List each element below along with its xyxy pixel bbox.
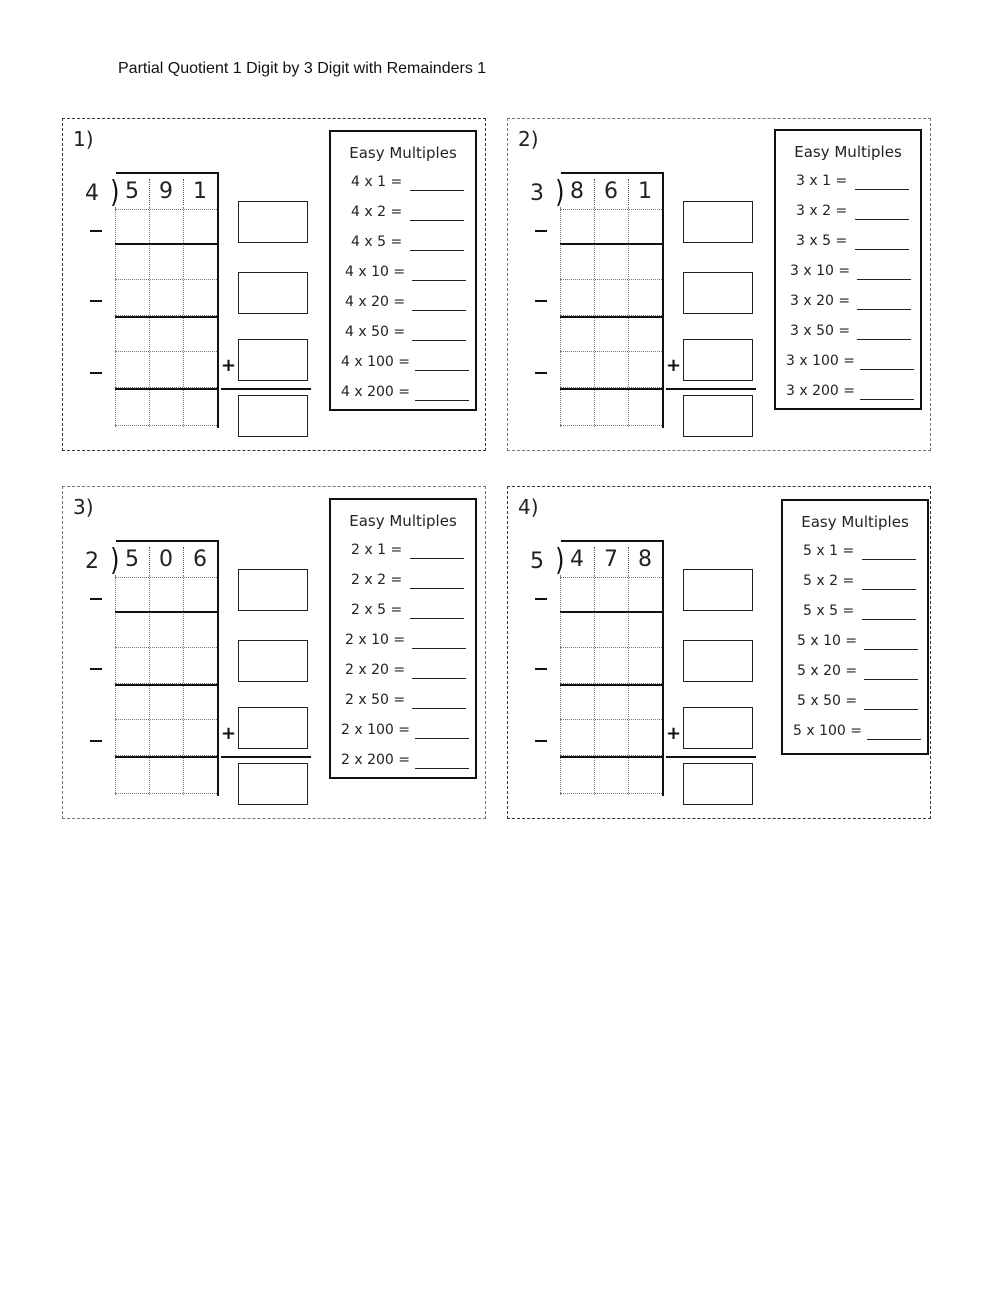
multiple-answer-blank[interactable] bbox=[412, 708, 466, 709]
minus-sign bbox=[535, 740, 547, 742]
minus-sign bbox=[90, 740, 102, 742]
subtraction-line bbox=[115, 388, 219, 390]
multiple-row bbox=[341, 662, 469, 684]
problem-card bbox=[62, 118, 486, 451]
multiple-expression: 2 x 5 = bbox=[351, 602, 403, 618]
multiple-row bbox=[341, 384, 469, 406]
plus-sign: + bbox=[666, 723, 682, 744]
dividend-bar bbox=[116, 172, 219, 174]
minus-sign bbox=[90, 300, 102, 302]
dividend-bar bbox=[561, 540, 664, 542]
dividend-digit: 6 bbox=[604, 179, 618, 204]
subtraction-line bbox=[560, 316, 664, 318]
page-title: Partial Quotient 1 Digit by 3 Digit with Remainders 1 bbox=[118, 60, 487, 77]
subtraction-line bbox=[115, 756, 219, 758]
multiple-answer-blank[interactable] bbox=[410, 618, 464, 619]
grid-row-line bbox=[560, 351, 662, 352]
multiple-expression: 5 x 2 = bbox=[803, 573, 855, 589]
multiple-expression: 4 x 10 = bbox=[345, 264, 406, 280]
multiple-row bbox=[793, 723, 921, 745]
subtraction-line bbox=[560, 243, 664, 245]
grid-row-line bbox=[560, 279, 662, 280]
division-bracket: ) bbox=[110, 543, 120, 578]
divisor: 3 bbox=[530, 181, 544, 206]
partial-quotient-box-1[interactable] bbox=[683, 569, 753, 611]
division-bracket: ) bbox=[110, 175, 120, 210]
dividend-digit: 1 bbox=[638, 179, 652, 204]
dividend-digit: 8 bbox=[638, 547, 652, 572]
multiple-row bbox=[341, 572, 469, 594]
partial-quotient-box-1[interactable] bbox=[238, 201, 308, 243]
minus-sign bbox=[535, 598, 547, 600]
digit-separator bbox=[149, 179, 150, 205]
easy-multiples-title: Easy Multiples bbox=[349, 512, 457, 530]
multiple-expression: 2 x 10 = bbox=[345, 632, 406, 648]
problem-card bbox=[507, 118, 931, 451]
multiple-answer-blank[interactable] bbox=[855, 219, 909, 220]
multiple-row bbox=[341, 204, 469, 226]
problem-card bbox=[507, 486, 931, 819]
grid-row-line bbox=[560, 793, 662, 794]
division-bracket: ) bbox=[555, 543, 565, 578]
multiple-expression: 3 x 100 = bbox=[786, 353, 855, 369]
multiple-answer-blank[interactable] bbox=[857, 339, 911, 340]
long-division-bar bbox=[662, 540, 664, 796]
digit-separator bbox=[628, 179, 629, 205]
multiple-expression: 5 x 1 = bbox=[803, 543, 855, 559]
multiple-expression: 5 x 5 = bbox=[803, 603, 855, 619]
multiple-row bbox=[341, 294, 469, 316]
multiple-row bbox=[341, 234, 469, 256]
multiple-answer-blank[interactable] bbox=[862, 589, 916, 590]
dividend-digit: 5 bbox=[125, 547, 139, 572]
multiple-row bbox=[786, 293, 914, 315]
multiple-answer-blank[interactable] bbox=[864, 709, 918, 710]
divisor: 5 bbox=[530, 549, 544, 574]
multiple-row bbox=[793, 633, 921, 655]
grid-row-line bbox=[115, 425, 217, 426]
dividend-bar bbox=[561, 172, 664, 174]
easy-multiples-title: Easy Multiples bbox=[794, 143, 902, 161]
grid-row-line bbox=[115, 719, 217, 720]
multiple-row bbox=[786, 173, 914, 195]
quotient-total-box[interactable] bbox=[683, 395, 753, 437]
multiple-expression: 5 x 100 = bbox=[793, 723, 862, 739]
multiple-expression: 3 x 1 = bbox=[796, 173, 848, 189]
long-division-bar bbox=[217, 172, 219, 428]
multiple-row bbox=[793, 603, 921, 625]
quotient-total-box[interactable] bbox=[238, 763, 308, 805]
multiple-expression: 2 x 2 = bbox=[351, 572, 403, 588]
multiple-row bbox=[786, 233, 914, 255]
multiple-row bbox=[793, 573, 921, 595]
multiple-answer-blank[interactable] bbox=[864, 649, 918, 650]
easy-multiples-title: Easy Multiples bbox=[801, 513, 909, 531]
grid-row-line bbox=[560, 425, 662, 426]
easy-multiples-panel bbox=[329, 130, 477, 411]
quotient-total-box[interactable] bbox=[683, 763, 753, 805]
multiple-answer-blank[interactable] bbox=[860, 369, 914, 370]
sum-line bbox=[666, 756, 756, 758]
easy-multiples-panel bbox=[329, 498, 477, 779]
multiple-row bbox=[341, 602, 469, 624]
grid-row-line bbox=[560, 719, 662, 720]
minus-sign bbox=[535, 300, 547, 302]
subtraction-line bbox=[560, 611, 664, 613]
plus-sign: + bbox=[221, 723, 237, 744]
multiple-answer-blank[interactable] bbox=[862, 619, 916, 620]
multiple-answer-blank[interactable] bbox=[412, 648, 466, 649]
partial-quotient-box-2[interactable] bbox=[683, 272, 753, 314]
multiple-row bbox=[793, 543, 921, 565]
multiple-answer-blank[interactable] bbox=[857, 279, 911, 280]
grid-row-line bbox=[115, 647, 217, 648]
multiple-answer-blank[interactable] bbox=[410, 558, 464, 559]
divisor: 2 bbox=[85, 549, 99, 574]
multiple-answer-blank[interactable] bbox=[415, 738, 469, 739]
partial-quotient-box-2[interactable] bbox=[238, 272, 308, 314]
dividend-digit: 6 bbox=[193, 547, 207, 572]
multiple-row bbox=[341, 264, 469, 286]
multiple-expression: 3 x 2 = bbox=[796, 203, 848, 219]
subtraction-line bbox=[115, 243, 219, 245]
multiple-answer-blank[interactable] bbox=[412, 310, 466, 311]
subtraction-line bbox=[115, 611, 219, 613]
multiple-expression: 4 x 5 = bbox=[351, 234, 403, 250]
grid-row-line bbox=[115, 279, 217, 280]
problem-number: 2) bbox=[518, 127, 539, 151]
multiple-row bbox=[786, 383, 914, 405]
multiple-row bbox=[786, 263, 914, 285]
plus-sign: + bbox=[221, 355, 237, 376]
dividend-digit: 5 bbox=[125, 179, 139, 204]
multiple-answer-blank[interactable] bbox=[867, 739, 921, 740]
grid-row-line bbox=[115, 351, 217, 352]
digit-separator bbox=[594, 179, 595, 205]
multiple-row bbox=[341, 174, 469, 196]
problem-number: 4) bbox=[518, 495, 539, 519]
multiple-expression: 4 x 2 = bbox=[351, 204, 403, 220]
division-bracket: ) bbox=[555, 175, 565, 210]
multiple-expression: 3 x 200 = bbox=[786, 383, 855, 399]
quotient-total-box[interactable] bbox=[238, 395, 308, 437]
multiple-expression: 4 x 20 = bbox=[345, 294, 406, 310]
multiple-answer-blank[interactable] bbox=[860, 399, 914, 400]
multiple-answer-blank[interactable] bbox=[410, 220, 464, 221]
multiple-expression: 4 x 1 = bbox=[351, 174, 403, 190]
digit-separator bbox=[594, 547, 595, 573]
minus-sign bbox=[535, 372, 547, 374]
partial-quotient-box-1[interactable] bbox=[683, 201, 753, 243]
grid-row-line bbox=[560, 209, 662, 210]
dividend-bar bbox=[116, 540, 219, 542]
multiple-answer-blank[interactable] bbox=[415, 768, 469, 769]
multiple-answer-blank[interactable] bbox=[855, 189, 909, 190]
sum-line bbox=[221, 388, 311, 390]
grid-row-line bbox=[115, 577, 217, 578]
multiple-expression: 2 x 1 = bbox=[351, 542, 403, 558]
grid-row-line bbox=[115, 209, 217, 210]
dividend-digit: 7 bbox=[604, 547, 618, 572]
digit-separator bbox=[183, 179, 184, 205]
grid-row-line bbox=[115, 793, 217, 794]
problem-number: 1) bbox=[73, 127, 94, 151]
multiple-answer-blank[interactable] bbox=[412, 340, 466, 341]
multiple-answer-blank[interactable] bbox=[864, 679, 918, 680]
minus-sign bbox=[535, 230, 547, 232]
easy-multiples-title: Easy Multiples bbox=[349, 144, 457, 162]
partial-quotient-box-2[interactable] bbox=[238, 640, 308, 682]
grid-row-line bbox=[560, 577, 662, 578]
dividend-digit: 1 bbox=[193, 179, 207, 204]
partial-quotient-box-3[interactable] bbox=[683, 707, 753, 749]
multiple-answer-blank[interactable] bbox=[415, 400, 469, 401]
multiple-expression: 3 x 50 = bbox=[790, 323, 851, 339]
multiple-answer-blank[interactable] bbox=[857, 309, 911, 310]
dividend-digit: 9 bbox=[159, 179, 173, 204]
multiple-row bbox=[341, 542, 469, 564]
minus-sign bbox=[90, 668, 102, 670]
multiple-answer-blank[interactable] bbox=[415, 370, 469, 371]
multiple-answer-blank[interactable] bbox=[410, 190, 464, 191]
subtraction-line bbox=[560, 756, 664, 758]
digit-separator bbox=[149, 547, 150, 573]
multiple-answer-blank[interactable] bbox=[412, 280, 466, 281]
multiple-expression: 3 x 5 = bbox=[796, 233, 848, 249]
multiple-expression: 3 x 10 = bbox=[790, 263, 851, 279]
dividend-digit: 4 bbox=[570, 547, 584, 572]
multiple-row bbox=[341, 722, 469, 744]
minus-sign bbox=[90, 372, 102, 374]
multiple-expression: 3 x 20 = bbox=[790, 293, 851, 309]
problem-number: 3) bbox=[73, 495, 94, 519]
multiple-answer-blank[interactable] bbox=[410, 250, 464, 251]
multiple-answer-blank[interactable] bbox=[862, 559, 916, 560]
multiple-answer-blank[interactable] bbox=[855, 249, 909, 250]
multiple-row bbox=[341, 354, 469, 376]
multiple-row bbox=[341, 692, 469, 714]
subtraction-line bbox=[560, 684, 664, 686]
long-division-bar bbox=[662, 172, 664, 428]
multiple-expression: 4 x 50 = bbox=[345, 324, 406, 340]
dividend-digit: 8 bbox=[570, 179, 584, 204]
multiple-expression: 5 x 50 = bbox=[797, 693, 858, 709]
partial-quotient-box-2[interactable] bbox=[683, 640, 753, 682]
dividend-digit: 0 bbox=[159, 547, 173, 572]
multiple-row bbox=[341, 632, 469, 654]
multiple-expression: 2 x 100 = bbox=[341, 722, 410, 738]
subtraction-line bbox=[115, 684, 219, 686]
partial-quotient-box-3[interactable] bbox=[683, 339, 753, 381]
plus-sign: + bbox=[666, 355, 682, 376]
multiple-row bbox=[793, 693, 921, 715]
easy-multiples-panel bbox=[774, 129, 922, 410]
minus-sign bbox=[535, 668, 547, 670]
partial-quotient-box-3[interactable] bbox=[238, 707, 308, 749]
grid-row-line bbox=[560, 647, 662, 648]
multiple-expression: 5 x 10 = bbox=[797, 633, 858, 649]
minus-sign bbox=[90, 598, 102, 600]
partial-quotient-box-1[interactable] bbox=[238, 569, 308, 611]
multiple-expression: 5 x 20 = bbox=[797, 663, 858, 679]
multiple-row bbox=[786, 353, 914, 375]
multiple-expression: 4 x 100 = bbox=[341, 354, 410, 370]
multiple-row bbox=[341, 752, 469, 774]
subtraction-line bbox=[115, 316, 219, 318]
digit-separator bbox=[183, 547, 184, 573]
divisor: 4 bbox=[85, 181, 99, 206]
easy-multiples-panel bbox=[781, 499, 929, 755]
problem-card bbox=[62, 486, 486, 819]
long-division-bar bbox=[217, 540, 219, 796]
minus-sign bbox=[90, 230, 102, 232]
multiple-answer-blank[interactable] bbox=[410, 588, 464, 589]
sum-line bbox=[221, 756, 311, 758]
multiple-row bbox=[793, 663, 921, 685]
digit-separator bbox=[628, 547, 629, 573]
multiple-row bbox=[341, 324, 469, 346]
sum-line bbox=[666, 388, 756, 390]
multiple-expression: 2 x 200 = bbox=[341, 752, 410, 768]
multiple-expression: 2 x 50 = bbox=[345, 692, 406, 708]
multiple-row bbox=[786, 323, 914, 345]
partial-quotient-box-3[interactable] bbox=[238, 339, 308, 381]
multiple-row bbox=[786, 203, 914, 225]
multiple-expression: 2 x 20 = bbox=[345, 662, 406, 678]
subtraction-line bbox=[560, 388, 664, 390]
multiple-expression: 4 x 200 = bbox=[341, 384, 410, 400]
multiple-answer-blank[interactable] bbox=[412, 678, 466, 679]
